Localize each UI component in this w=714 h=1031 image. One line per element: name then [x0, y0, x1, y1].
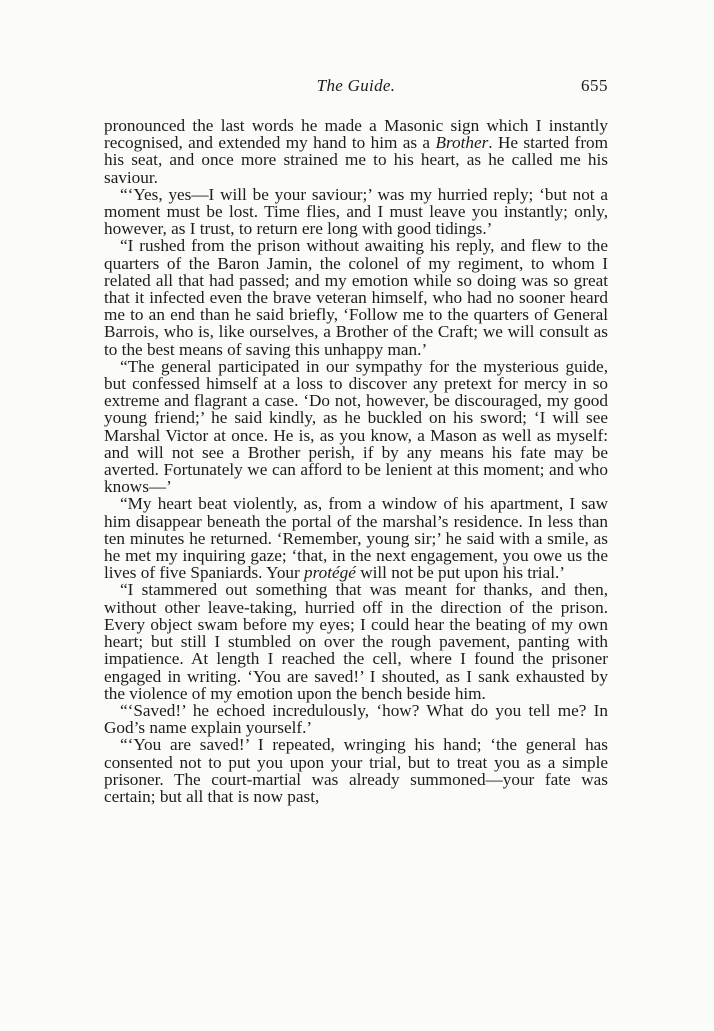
- paragraph-2: [104, 186, 608, 238]
- paragraph-6: [104, 581, 608, 701]
- paragraph-8-text: “‘You are saved!’ I repeated, wringing his hand; ‘the general has consented not to put you upon your trial, but to treat you as a simple prisoner. The court-martial was already summoned—your fate was certain; but all that is now past,: [104, 735, 608, 806]
- paragraph-3: [104, 237, 608, 357]
- paragraph-1-text-1: pronounced the last words he made a Masonic sign which I instantly recognised, and extended my hand to him as a: [104, 116, 608, 153]
- paragraph-1-text-2: . He started from his seat, and once more strained me to his heart, as he called me his saviour.: [104, 133, 608, 187]
- paragraph-5-text-2: will not be put upon his trial.’: [355, 563, 566, 583]
- paragraph-3-text: “I rushed from the prison without awaiting his reply, and flew to the quarters of the Baron Jamin, the colonel of my regiment, to whom I related all that had passed; and my emotion while so doing was so great that it infected even the brave veteran himself, who had no sooner heard me to an end than he said briefly, ‘Follow me to the quarters of General Barrois, who is, like ourselves, a Brother of the Craft; we will consult as to the best means of saving this unhappy man.’: [104, 236, 608, 359]
- paragraph-4-text: “The general participated in our sympathy for the mysterious guide, but confessed himself at a loss to discover any pretext for mercy in so extreme and flagrant a case. ‘Do not, however, be discouraged, my good young friend;’ he said kindly, as he buckled on his sword; ‘I will see Marshal Victor at once. He is, as you know, a Mason as well as myself: and will not see a Brother perish, if by any means his fate may be averted. Fortunately we can afford to be lenient at this moment; and who knows—’: [104, 356, 608, 497]
- paragraph-4: [104, 358, 608, 496]
- paragraph-5-text-1: “My heart beat violently, as, from a window of his apartment, I saw him disappear beneath the portal of the marshal’s residence. In less than ten minutes he returned. ‘Remember, young sir;’ he said with a smile, as he met my inquiring gaze; ‘that, in the next engagement, you owe us the lives of five Spaniards. Your: [104, 494, 608, 583]
- paragraph-2-text: “‘Yes, yes—I will be your saviour;’ was my hurried reply; ‘but not a moment must be lost. Time flies, and I must leave you instantly; only, however, as I trust, to return ere long with good tidings.’: [104, 184, 608, 239]
- paragraph-7-text: “‘Saved!’ he echoed incredulously, ‘how? What do you tell me? In God’s name explain yourself.’: [104, 700, 608, 738]
- running-title: The Guide.: [316, 76, 396, 95]
- paragraph-1: [104, 117, 608, 186]
- paragraph-5-italic-protege: protégé: [304, 563, 356, 583]
- page-header: [104, 76, 608, 104]
- paragraph-8: [104, 736, 608, 805]
- paragraph-1-italic-brother: Brother: [435, 133, 489, 153]
- paragraph-7: [104, 702, 608, 736]
- body-text: [104, 117, 608, 805]
- paragraph-5: [104, 495, 608, 581]
- page-number: 655: [581, 76, 608, 95]
- paragraph-6-text: “I stammered out something that was meant for thanks, and then, without other leave-taking, hurried off in the direction of the prison. Every object swam before my eyes; I could hear the beating of my own heart; but still I stumbled on over the rough pavement, panting with impatience. At length I reached the cell, where I found the prisoner engaged in writing. ‘You are saved!’ I shouted, as I sank exhausted by the violence of my emotion upon the bench beside him.: [104, 580, 608, 703]
